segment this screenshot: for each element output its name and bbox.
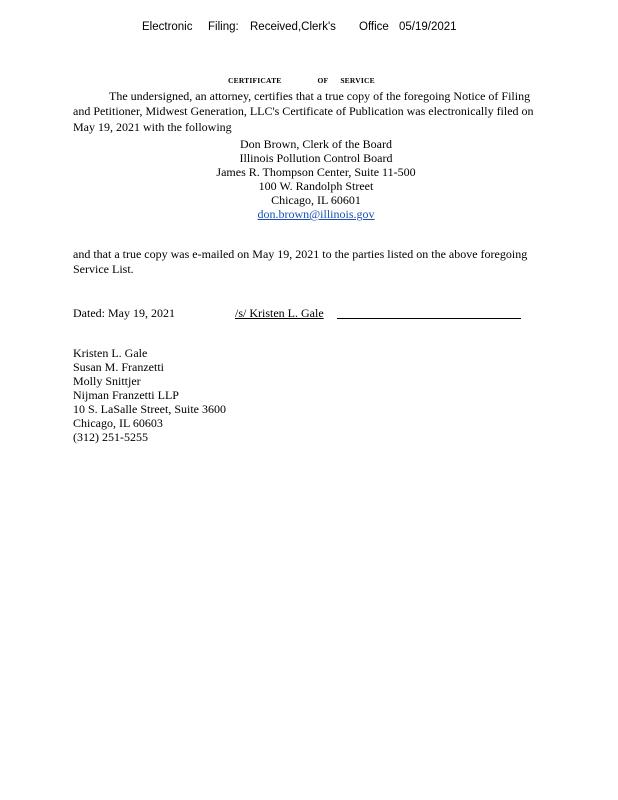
filing-stamp-date: 05/19/2021 bbox=[399, 21, 457, 33]
recipient-address-block bbox=[190, 137, 442, 221]
certificate-title bbox=[228, 74, 395, 88]
recipient-name: Don Brown, Clerk of the Board bbox=[240, 137, 392, 151]
signature-slot bbox=[219, 306, 324, 320]
certificate-title-word-2: OF bbox=[317, 76, 329, 85]
filing-stamp-received: Received,Clerk's bbox=[250, 21, 336, 33]
signatory-line: Kristen L. Gale bbox=[73, 346, 148, 360]
filing-stamp-office: Office bbox=[359, 21, 389, 33]
filing-stamp-electronic: Electronic bbox=[142, 21, 193, 33]
signatory-address-block bbox=[73, 346, 226, 444]
service-line-2: Service List. bbox=[73, 262, 134, 276]
certificate-title-word-3: SERVICE bbox=[340, 76, 375, 85]
signatory-line: 10 S. LaSalle Street, Suite 3600 bbox=[73, 402, 226, 416]
service-line-1: and that a true copy was e-mailed on May 19, 2021 to the parties listed on the above foregoing bbox=[73, 247, 528, 261]
signatory-line: Chicago, IL 60603 bbox=[73, 416, 163, 430]
signatory-line: Molly Snittjer bbox=[73, 374, 141, 388]
certificate-title-word-1: CERTIFICATE bbox=[228, 76, 282, 85]
recipient-city: Chicago, IL 60601 bbox=[271, 193, 361, 207]
body-line-3: May 19, 2021 with the following bbox=[73, 120, 232, 134]
signature-underline bbox=[337, 306, 521, 319]
signatory-line: Susan M. Franzetti bbox=[73, 360, 164, 374]
recipient-street: 100 W. Randolph Street bbox=[258, 179, 374, 193]
signatory-line: (312) 251-5255 bbox=[73, 430, 148, 444]
body-line-1: The undersigned, an attorney, certifies that a true copy of the foregoing Notice of Filing bbox=[109, 89, 531, 103]
signatory-line: Nijman Franzetti LLP bbox=[73, 388, 179, 402]
body-line-2: and Petitioner, Midwest Generation, LLC's Certificate of Publication was electronically filed on bbox=[73, 104, 534, 118]
recipient-email-link[interactable]: don.brown@illinois.gov bbox=[257, 207, 375, 221]
filing-stamp-filing: Filing: bbox=[208, 21, 239, 33]
signature-text: /s/ Kristen L. Gale bbox=[235, 306, 324, 320]
recipient-building: James R. Thompson Center, Suite 11-500 bbox=[216, 165, 416, 179]
recipient-organization: Illinois Pollution Control Board bbox=[239, 151, 393, 165]
dated-label: Dated: May 19, 2021 bbox=[73, 306, 175, 320]
